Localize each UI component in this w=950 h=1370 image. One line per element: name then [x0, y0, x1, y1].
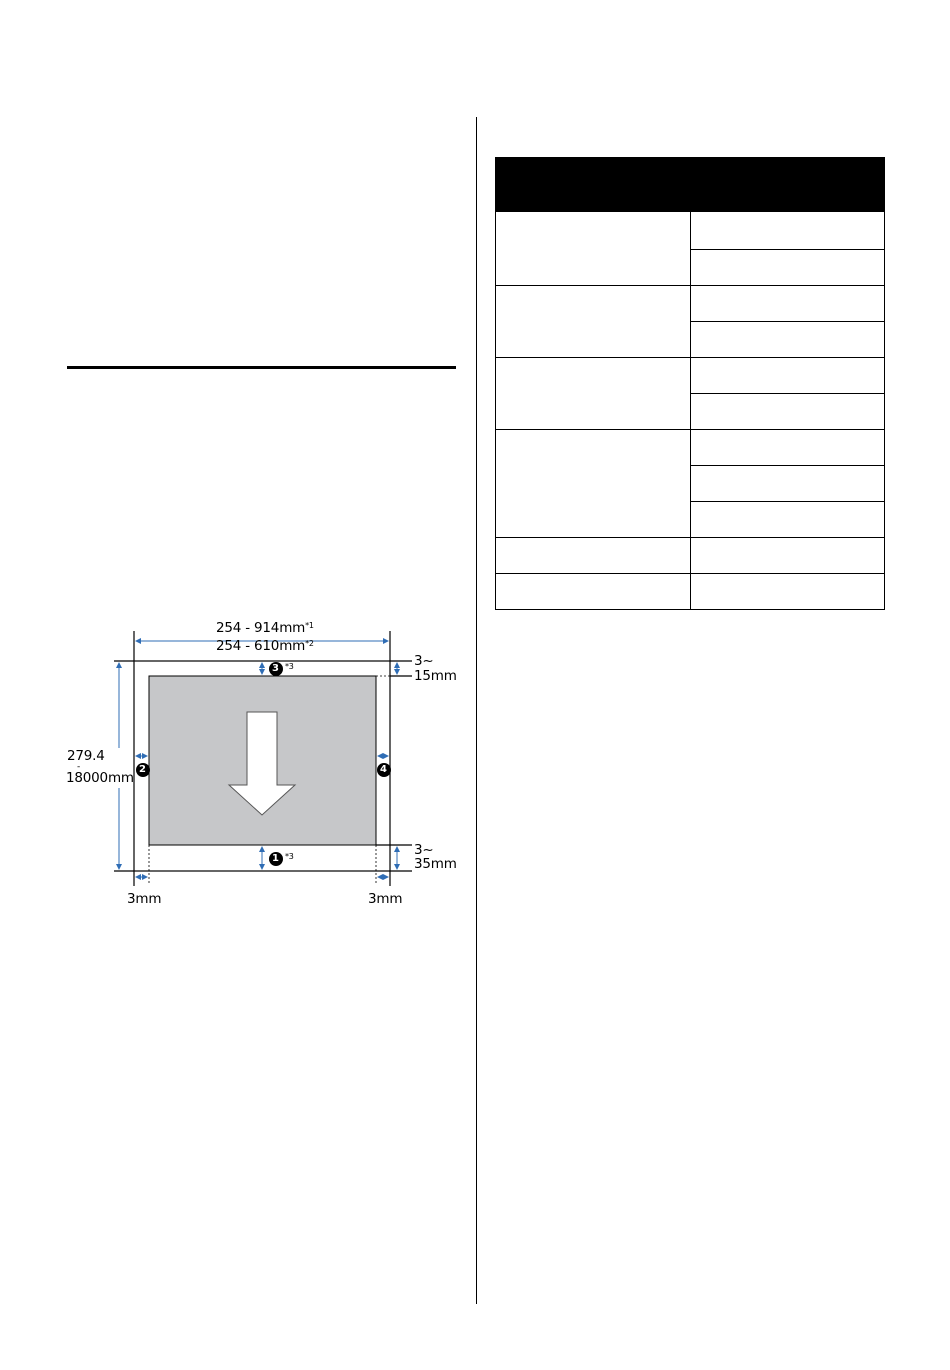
table-header-cell [690, 158, 885, 212]
width-label-2: $254 - 610mm^{*2}$ [216, 638, 314, 654]
marker-1-label: 1 [272, 853, 279, 864]
table-cell [496, 212, 691, 286]
top-margin-label-top: 3~ [414, 653, 434, 669]
table-cell [496, 358, 691, 430]
table-cell [496, 286, 691, 358]
table-cell [690, 286, 885, 322]
table-cell [690, 466, 885, 502]
table-cell [690, 502, 885, 538]
column-divider [476, 117, 477, 1304]
table-cell [690, 574, 885, 610]
marker-3-note: *3 [285, 662, 294, 671]
table-row [496, 430, 885, 466]
table-cell [690, 430, 885, 466]
length-label-bottom: 18000mm [66, 770, 134, 786]
table-row [496, 358, 885, 394]
table-row [496, 538, 885, 574]
table-cell [690, 394, 885, 430]
marker-2-label: 2 [139, 764, 146, 775]
table-row [496, 286, 885, 322]
table-row [496, 212, 885, 250]
bottom-margin-label-top: 3~ [414, 842, 434, 858]
left-margin-label: 3mm [127, 891, 162, 907]
table-cell [690, 358, 885, 394]
printable-area-figure [50, 610, 470, 920]
right-margin-label: 3mm [368, 891, 403, 907]
table-cell [496, 430, 691, 538]
printable-area-diagram [50, 610, 470, 920]
length-label-top: 279.4 [67, 748, 105, 764]
table-row [496, 574, 885, 610]
table-cell [496, 538, 691, 574]
width-label-1: $254 - 914mm^{*1}$ [216, 620, 314, 636]
table-cell [690, 250, 885, 286]
table-header-cell [496, 158, 691, 212]
marker-3-label: 3 [272, 663, 279, 674]
top-margin-label-bottom: 15mm [414, 668, 457, 684]
length-label-sep: - [77, 762, 81, 772]
table-cell [690, 212, 885, 250]
bottom-margin-label-bottom: 35mm [414, 856, 457, 872]
table-cell [496, 574, 691, 610]
table-header-row [496, 158, 885, 212]
media-table [495, 157, 885, 610]
table-cell [690, 538, 885, 574]
marker-1-note: *3 [285, 852, 294, 861]
table-cell [690, 322, 885, 358]
section-heading-rule [67, 366, 456, 369]
marker-4-label: 4 [380, 764, 387, 775]
